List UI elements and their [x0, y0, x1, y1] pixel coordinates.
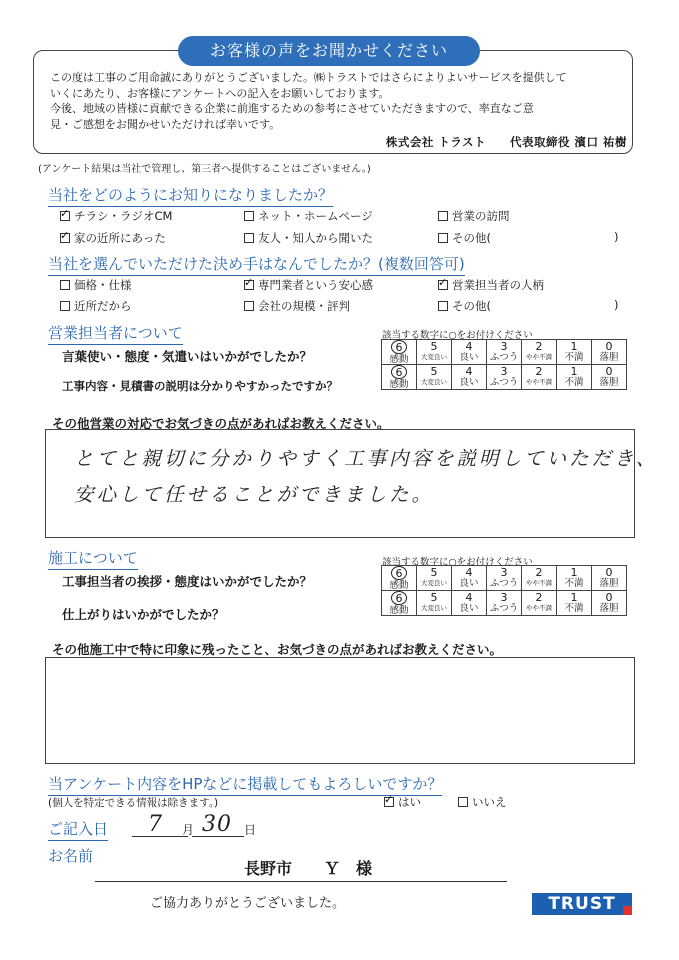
- intro-line: いくにあたり、お客様にアンケートへの記入をお願いしております。: [50, 86, 390, 100]
- checkbox[interactable]: [60, 233, 70, 243]
- checkbox[interactable]: [244, 233, 254, 243]
- rating-cell[interactable]: 6 感動: [382, 365, 417, 390]
- rating-cell[interactable]: 4 良い: [452, 591, 487, 616]
- rating-cell[interactable]: 3 ふつう: [487, 591, 522, 616]
- q1-option[interactable]: 営業の訪問: [438, 208, 510, 224]
- rating-cell[interactable]: 5 大変良い: [417, 365, 452, 390]
- page-title: お客様の声をお聞かせください: [178, 36, 480, 66]
- close-paren: ): [614, 298, 619, 312]
- rating-cell[interactable]: 3 ふつう: [487, 340, 522, 365]
- publish-note: (個人を特定できる情報は除きます。): [48, 797, 219, 809]
- construction-question-a: 工事担当者の挨拶・態度はいかがでしたか？: [62, 574, 313, 589]
- checkbox[interactable]: [244, 280, 254, 290]
- sales-comment-line: とてと親切に分かりやすく工事内容を説明していただき、: [74, 447, 659, 470]
- close-paren: ): [614, 230, 619, 244]
- checkbox[interactable]: [60, 211, 70, 221]
- date-month: 7: [148, 812, 165, 837]
- date-label: ご記入日: [48, 818, 108, 841]
- rating-cell[interactable]: 5 大変良い: [417, 340, 452, 365]
- construction-comment-prompt: その他施工中で特に印象に残ったこと、お気づきの点があればお教えください。: [52, 642, 503, 657]
- rating-cell[interactable]: 0 落胆: [592, 566, 627, 591]
- publish-no-option[interactable]: いいえ: [458, 794, 507, 810]
- rating-cell[interactable]: 6 感動: [382, 340, 417, 365]
- sales-comment-prompt: その他営業の対応でお気づきの点があればお教えください。: [52, 416, 390, 431]
- name-underline: [95, 881, 507, 882]
- no-checkbox[interactable]: [458, 797, 468, 807]
- publish-yes-option[interactable]: ✓ はい: [384, 794, 421, 810]
- scale-caption: 該当する数字に○をお付けください: [382, 557, 533, 568]
- rating-cell[interactable]: 6 感動: [382, 591, 417, 616]
- name-label: お名前: [48, 847, 94, 865]
- rating-cell[interactable]: 1 不満: [557, 566, 592, 591]
- rating-cell[interactable]: 3 ふつう: [487, 566, 522, 591]
- intro-line: 今後、地域の皆様に貢献できる企業に前進するための参考にさせていただきますので、率直なご意: [50, 102, 534, 115]
- rating-cell[interactable]: 0 落胆: [592, 340, 627, 365]
- rating-cell[interactable]: 5 大変良い: [417, 566, 452, 591]
- rating-cell[interactable]: 0 落胆: [592, 365, 627, 390]
- rating-cell[interactable]: 6 感動: [382, 566, 417, 591]
- q1-option[interactable]: 友人・知人から聞いた: [244, 230, 373, 246]
- rating-cell[interactable]: 4 良い: [452, 566, 487, 591]
- q2-option[interactable]: その他(: [438, 298, 491, 314]
- q1-option[interactable]: ✓家の近所にあった: [60, 230, 166, 246]
- publish-title: 当アンケート内容をHPなどに掲載してもよろしいですか？: [48, 773, 442, 796]
- scale-caption: 該当する数字に○をお付けください: [382, 330, 533, 341]
- rating-cell[interactable]: 2 やや不満: [522, 591, 557, 616]
- q2-option[interactable]: ✓ 営業担当者の人柄: [438, 277, 544, 293]
- date-day: 30: [202, 812, 232, 837]
- logo-mark-icon: [623, 906, 632, 915]
- rating-row: [382, 591, 627, 616]
- rating-cell[interactable]: 5 大変良い: [417, 591, 452, 616]
- q2-option[interactable]: 会社の規模・評判: [244, 298, 350, 314]
- rating-scale-sales: [381, 339, 627, 390]
- rating-row: [382, 365, 627, 390]
- rating-row: [382, 566, 627, 591]
- intro-line: この度は工事のご用命誠にありがとうございました。㈱トラストではさらによりよいサービスを提供して: [50, 71, 567, 84]
- construction-comment-box[interactable]: [45, 657, 635, 764]
- q1-option[interactable]: その他(: [438, 230, 491, 246]
- sales-question-b: 工事内容・見積書の説明は分かりやすかったですか？: [62, 379, 338, 393]
- q2-title: 当社を選んでいただけた決め手はなんでしたか？(複数回答可): [48, 253, 465, 276]
- rating-cell[interactable]: 2 やや不満: [522, 340, 557, 365]
- checkbox[interactable]: [60, 301, 70, 311]
- trust-logo: TRUST: [532, 893, 632, 915]
- intro-line: 見・ご感想をお聞かせいただければ幸いです。: [50, 117, 281, 131]
- yes-checkbox[interactable]: [384, 797, 394, 807]
- thanks-text: ご協力ありがとうございました。: [150, 896, 346, 911]
- day-unit: 日: [244, 823, 257, 837]
- rating-cell[interactable]: 1 不満: [557, 340, 592, 365]
- rating-cell[interactable]: 1 不満: [557, 591, 592, 616]
- construction-title: 施工について: [48, 547, 138, 570]
- construction-question-b: 仕上がりはいかがでしたか？: [62, 607, 225, 622]
- rating-cell[interactable]: 3 ふつう: [487, 365, 522, 390]
- rating-cell[interactable]: 4 良い: [452, 365, 487, 390]
- customer-name: 長野市 Ｙ 様: [244, 859, 373, 878]
- intro-text: [50, 70, 630, 132]
- q1-title: 当社をどのようにお知りになりましたか？: [48, 184, 333, 207]
- q2-option[interactable]: 価格・仕様: [60, 277, 132, 293]
- checkbox[interactable]: [438, 211, 448, 221]
- q2-option[interactable]: ✓ 専門業者という安心感: [244, 277, 373, 293]
- rating-cell[interactable]: 2 やや不満: [522, 566, 557, 591]
- rating-row: [382, 340, 627, 365]
- checkbox[interactable]: [438, 301, 448, 311]
- sales-title: 営業担当者について: [48, 322, 183, 345]
- checkbox[interactable]: [438, 280, 448, 290]
- checkbox[interactable]: [60, 280, 70, 290]
- checkbox[interactable]: [438, 233, 448, 243]
- q1-option[interactable]: ネット・ホームページ: [244, 208, 373, 224]
- signature: 株式会社 トラスト 代表取締役 濱口 祐樹: [385, 135, 627, 149]
- rating-scale-construction: [381, 565, 627, 616]
- sales-comment-line: 安心して任せることができました。: [74, 483, 435, 506]
- sales-question-a: 言葉使い・態度・気遣いはいかがでしたか？: [62, 349, 313, 364]
- checkbox[interactable]: [244, 211, 254, 221]
- q2-option[interactable]: 近所だから: [60, 298, 132, 314]
- month-unit: 月: [182, 823, 195, 837]
- rating-cell[interactable]: 4 良い: [452, 340, 487, 365]
- rating-cell[interactable]: 0 落胆: [592, 591, 627, 616]
- checkbox[interactable]: [244, 301, 254, 311]
- privacy-note: (アンケート結果は当社で管理し、第三者へ提供することはございません。): [38, 164, 371, 175]
- rating-cell[interactable]: 2 やや不満: [522, 365, 557, 390]
- q1-option[interactable]: ✓チラシ・ラジオCM: [60, 208, 172, 224]
- rating-cell[interactable]: 1 不満: [557, 365, 592, 390]
